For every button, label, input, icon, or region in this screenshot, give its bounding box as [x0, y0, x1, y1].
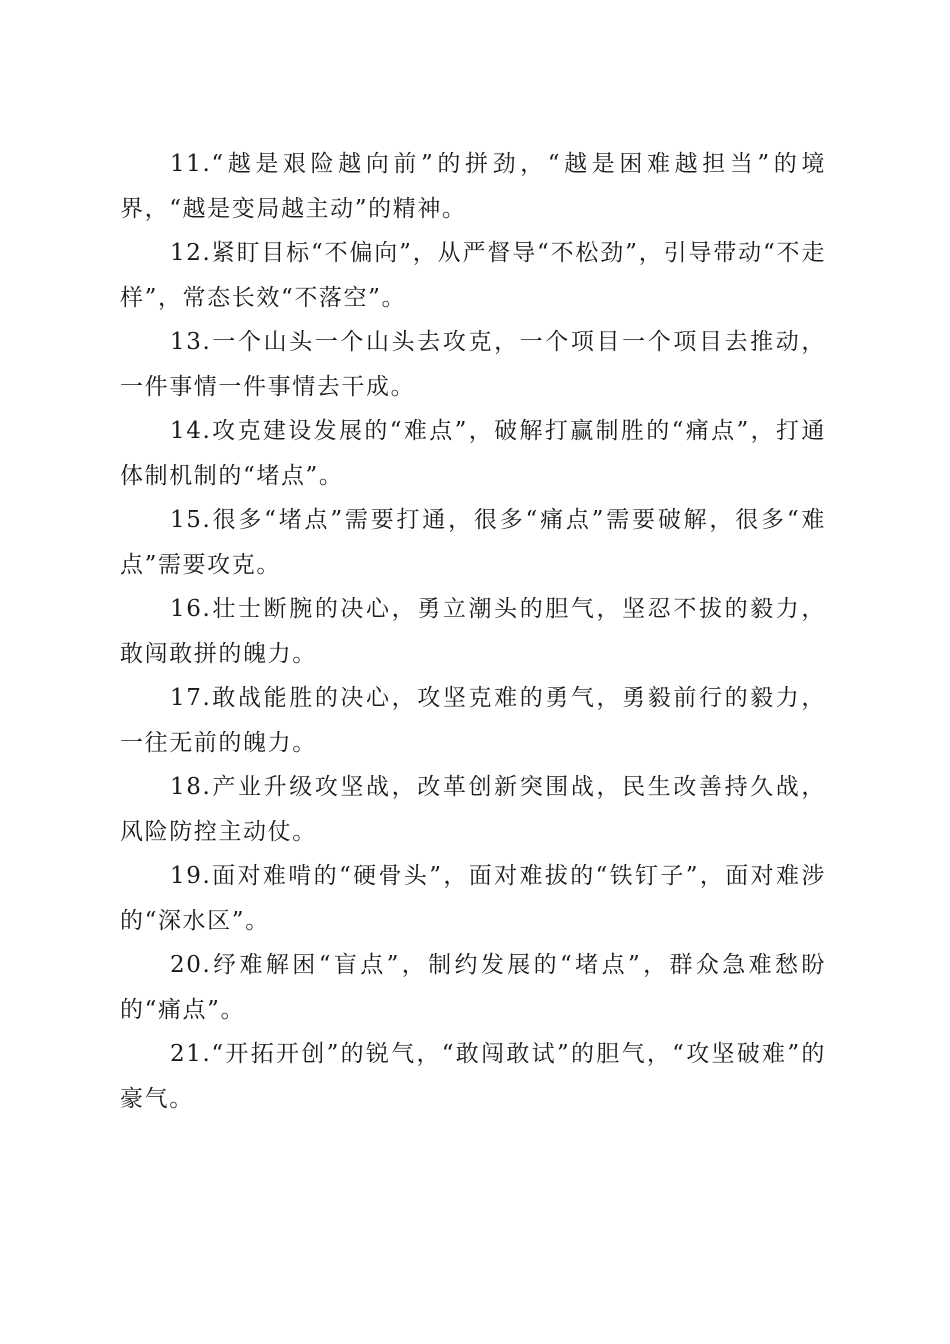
- paragraph-11: 11.“越是艰险越向前”的拼劲，“越是困难越担当”的境界，“越是变局越主动”的精神。: [120, 151, 826, 222]
- document-body: [120, 142, 826, 1121]
- paragraph-21: 21.“开拓开创”的锐气，“敢闯敢试”的胆气，“攻坚破难”的豪气。: [120, 1041, 826, 1112]
- paragraph-20: 20.纾难解困“盲点”，制约发展的“堵点”，群众急难愁盼的“痛点”。: [120, 952, 826, 1023]
- paragraph-18: 18.产业升级攻坚战，改革创新突围战，民生改善持久战，风险防控主动仗。: [120, 774, 826, 845]
- paragraph-19: 19.面对难啃的“硬骨头”，面对难拔的“铁钉子”，面对难涉的“深水区”。: [120, 863, 826, 934]
- paragraph-13: 13.一个山头一个山头去攻克，一个项目一个项目去推动，一件事情一件事情去干成。: [120, 329, 826, 400]
- paragraph-15: 15.很多“堵点”需要打通，很多“痛点”需要破解，很多“难点”需要攻克。: [120, 507, 826, 578]
- paragraph-16: 16.壮士断腕的决心，勇立潮头的胆气，坚忍不拔的毅力，敢闯敢拼的魄力。: [120, 596, 826, 667]
- paragraph-17: 17.敢战能胜的决心，攻坚克难的勇气，勇毅前行的毅力，一往无前的魄力。: [120, 685, 826, 756]
- paragraph-12: 12.紧盯目标“不偏向”，从严督导“不松劲”，引导带动“不走样”，常态长效“不落空”。: [120, 240, 826, 311]
- paragraph-14: 14.攻克建设发展的“难点”，破解打赢制胜的“痛点”，打通体制机制的“堵点”。: [120, 418, 826, 489]
